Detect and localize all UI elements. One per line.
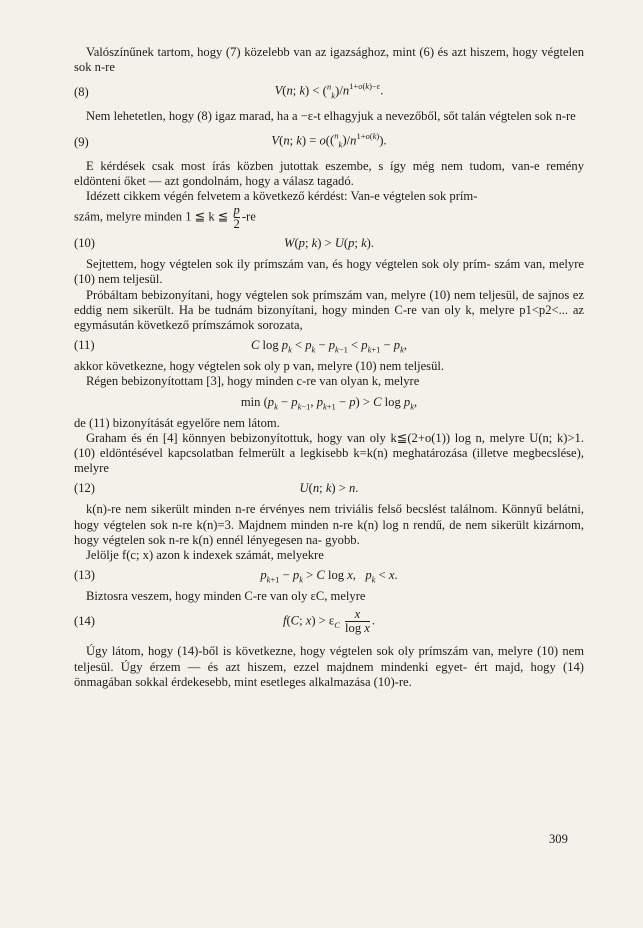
equation-body: U(n; k) > n. [299,481,359,496]
equation-number: (8) [74,85,89,100]
equation-number: (12) [74,481,95,496]
text-post: -re [241,209,256,224]
paragraph-2: Nem lehetetlen, hogy (8) igaz marad, ha a −ε-t elhagyjuk a nevezőből, sőt talán végtelen sok n-re [86,109,576,124]
paragraph-10: Graham és én [4] könnyen bebizonyítottuk, hogy van oly k≦(2+o(1)) log n, melyre U(n; k)>1. (10) eldöntésével kapcsolatban felmerült a legkisebb k=k(n) meghatározása (illetve megbecslése), melyre [74,430,584,476]
paragraph-6: Próbáltam bebizonyítani, hogy végtelen sok prímszám van, melyre (10) nem teljesül, de sajnos ez eddig nem sikerült. Ha be tudnám bizonyítani, hogy minden C-re van oly k, melyre p1<p2<... az egymásután következő prímszámok sorozata, [74,287,584,333]
equation-min [74,392,584,414]
equation-number: (13) [74,568,95,583]
equation-13 [74,565,584,587]
paragraph-4b [74,204,584,231]
paragraph-9: de (11) bizonyítását egyelőre nem látom. [74,415,280,430]
denominator: 2 [233,217,240,232]
equation-9 [74,127,584,157]
page-body [74,45,584,690]
equation-body: W(p; k) > U(p; k). [283,236,375,251]
paragraph-3: E kérdések csak most írás közben jutottak eszembe, s így még nem tudom, van-e remény eldönteni őket — azt gondolnám, hogy a válasz tagadó. [74,158,584,188]
equation-10 [74,233,584,255]
equation-number: (10) [74,236,95,251]
paragraph-4a: Idézett cikkem végén felvetem a következő kérdést: Van-e végtelen sok prím- [86,189,478,204]
equation-12 [74,478,584,500]
equation-8 [74,77,584,107]
paragraph-5: Sejtettem, hogy végtelen sok ily prímszám van, és hogy végtelen sok oly prím- szám van, melyre (10) nem teljesül. [74,257,584,287]
paragraph-8: Régen bebizonyítottam [3], hogy minden c-re van olyan k, melyre [86,374,420,389]
paragraph-7: akkor következne, hogy végtelen sok oly p van, melyre (10) nem teljesül. [74,359,445,374]
page-number: 309 [549,832,568,846]
equation-body: f(C; $x) > \varepsilon_C$ $\frac{x}{\text{log x}}$ . [282,607,376,636]
equation-number: (14) [74,614,95,629]
equation-body: C $\log p_k < p_k - p_{k-1} < p_{k+1} - p_k$, [250,338,408,355]
paragraph-13: Biztosra veszem, hogy minden C-re van oly εC, melyre [86,589,366,604]
paragraph-12: Jelölje f(c; x) azon k indexek számát, melyekre [86,548,324,563]
equation-body: V(n; $k) < (^n_k)/n^{1+o(k)-\varepsilon}$. [274,81,384,101]
equation-body: $p_{k+1} - p_k > C$ log x, $p_k < x$. [260,568,398,585]
equation-11 [74,335,584,357]
equation-body: $\min (p_k - p_{k-1}$, $p_{k+1} - p) > C$ $\log p_k$, [240,394,418,412]
paragraph-11: k(n)-re nem sikerült minden n-re érvényes nem triviális felső becslést találnom. Könnyű belátni, hogy végtelen sok n-re k(n)=3. Majdnem minden n-re k(n) log n rendű, de nem sikerült kizárnom, hogy végtelen sok n-re k(n) ennél lényegesen na- gyobb. [74,502,584,547]
numerator: p [233,203,240,218]
equation-number: (9) [74,134,89,149]
paragraph-14: Úgy látom, hogy (14)-ből is következne, hogy végtelen sok oly prímszám van, melyre (10) nem teljesül. Úgy érzem — és azt hiszem, ezzel majdnem mindenki egyet- ért majd, hogy (14) önmagában sokkal érdekesebb, mint esetleges alkalmazása (10)-re. [74,644,584,689]
paragraph-1: Valószínűnek tartom, hogy (7) közelebb van az igazsághoz, mint (6) és azt hiszem, hogy végtelen sok n-re [74,45,584,75]
text-pre: szám, melyre minden 1 ≦ k ≦ [74,209,229,224]
equation-number: (11) [74,338,95,353]
equation-14 [74,606,584,636]
equation-body: V(n; $k) = o((^n_k)/n^{1+o(k)})$. [271,130,387,150]
fraction [234,204,240,231]
